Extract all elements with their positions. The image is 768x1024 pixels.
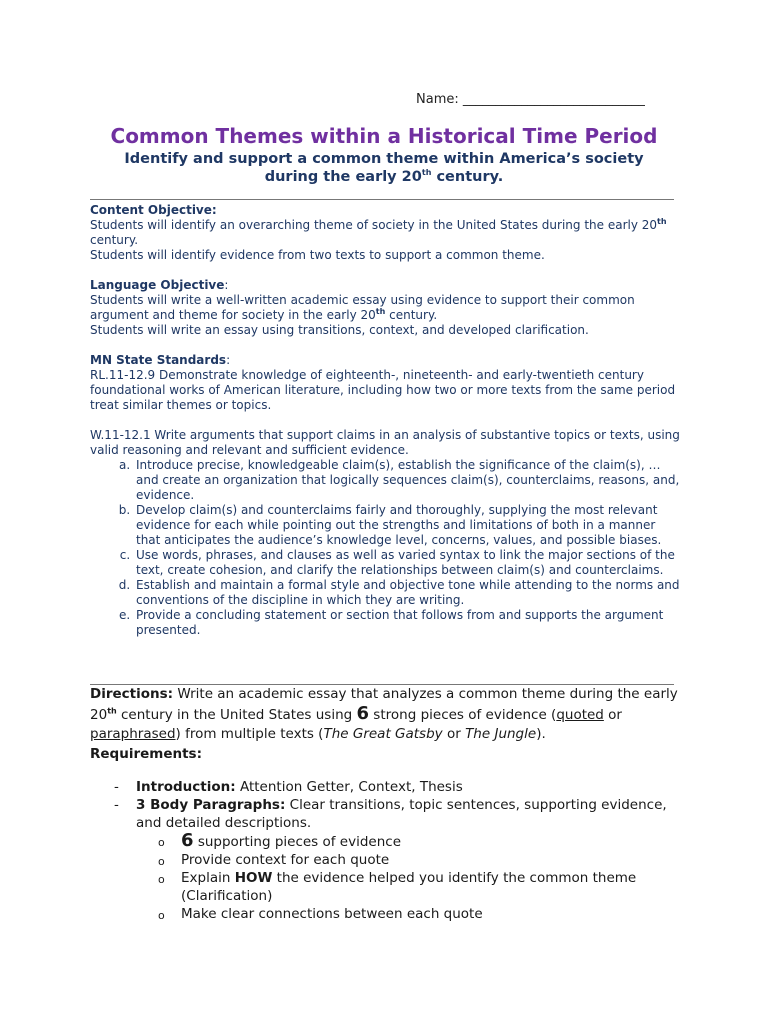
sub-item-connections [136,905,680,923]
standard-w-item-d: d. Establish and maintain a formal style and objective tone while attending to the norms and conventions of the discipline in which they are writing. [134,578,680,608]
sub-item-explain [136,869,680,905]
language-objective-sup: th [375,307,386,316]
language-objective-line-1-text: Students will write a well-written academic essay using evidence to support their common argument and theme for society in the early 20 [90,293,635,322]
introduction-label: Introduction: [136,779,236,795]
circle-bullet: o [158,836,165,849]
circle-bullet: o [158,909,165,922]
requirement-body-paragraphs [90,796,680,923]
divider-top [90,199,674,200]
standards-heading-row [90,353,680,368]
sub-context-text: Provide context for each quote [181,852,390,868]
standard-w-item-a: a. Introduce precise, knowledgeable claim(s), establish the significance of the claim(s), … and create an organization that logically sequences claim(s), counterclaims, reasons, and, evidence. [134,458,680,503]
subtitle-line-2-text: during the early 20 [264,169,422,185]
introduction-text: Attention Getter, Context, Thesis [235,779,463,795]
standard-w-item-e: e. Provide a concluding statement or section that follows from and supports the argument presented. [134,608,680,638]
content-objective-line-2: Students will identify evidence from two texts to support a common theme. [90,248,545,262]
body-sub-list [136,832,680,923]
dash-bullet: - [114,797,119,813]
dash-bullet: - [114,779,119,795]
directions-text-5: ) from multiple texts ( [175,726,324,742]
body-paragraphs-text: Clear transitions, topic sentences, supporting evidence, and detailed descriptions. [136,797,667,831]
requirements-list [90,778,680,923]
standard-w-list [90,458,680,638]
content-objective-sup: th [657,217,667,226]
directions-paraphrased: paraphrased [90,726,176,742]
circle-bullet: o [158,855,165,868]
directions-sup: th [107,706,117,716]
standards-colon: : [226,353,231,367]
directions-label: Directions: [90,686,174,702]
directions-paragraph [90,685,680,744]
page-subtitle [60,150,708,186]
directions-six: 6 [356,703,370,724]
directions-book-jungle: The Jungle [465,726,537,742]
language-objective-heading: Language Objective [90,278,225,292]
directions-text-1: Write an academic essay that analyzes a common theme during the early 20 [90,686,678,723]
standard-w-item-b: b. Develop claim(s) and counterclaims fairly and thoroughly, supplying the most relevant evidence for each while pointing out the strengths and limitations of both in a manner that anticipates the audience’s knowledge level, concerns, values, and possible biases. [134,503,680,548]
directions-text-3: strong pieces of evidence ( [369,707,557,723]
sub-explain-post: the evidence helped you identify the common theme (Clarification) [181,870,637,904]
sub-six: 6 [181,830,194,851]
directions-quoted: quoted [556,707,604,723]
language-objective-line-1-end: century. [385,308,438,322]
standard-w-item-c: c. Use words, phrases, and clauses as well as varied syntax to link the major sections of the text, create cohesion, and clarify the relationships between claim(s) and counterclaims. [134,548,680,578]
standard-w: W.11-12.1 Write arguments that support claims in an analysis of substantive topics or texts, using valid reasoning and relevant and sufficient evidence. [90,428,680,457]
directions-text-4: or [603,707,622,723]
sub-item-context [136,851,680,869]
directions-text-6: or [442,726,466,742]
language-objective-line-2: Students will write an essay using transitions, context, and developed clarification. [90,323,589,337]
directions-text-2: century in the United States using [116,707,357,723]
sub-explain-bold: HOW [234,870,273,886]
standards-heading: MN State Standards [90,353,227,367]
sub-evidence-text: supporting pieces of evidence [193,834,402,850]
language-objective-heading-row [90,278,680,293]
sub-item-evidence [136,832,680,851]
spacer [90,413,680,428]
content-objective-section [90,203,680,263]
content-objective-line-1-text: Students will identify an overarching theme of society in the United States during the early 20 [90,218,658,232]
language-objective-line-1 [90,293,680,323]
subtitle-line-2-end: century. [431,169,504,185]
content-objective-line-1 [90,218,680,248]
sub-connections-text: Make clear connections between each quote [181,906,483,922]
language-objective-colon: : [224,278,229,292]
sub-explain-pre: Explain [181,870,235,886]
content-objective-heading: Content Objective: [90,203,217,217]
standard-rl: RL.11-12.9 Demonstrate knowledge of eighteenth-, nineteenth- and early-twentieth century foundational works of American literature, including how two or more texts from the same period treat similar themes or topics. [90,368,676,412]
subtitle-line-2 [60,168,708,186]
standards-section [90,353,680,638]
directions-book-gatsby: The Great Gatsby [323,726,443,742]
name-field-label: Name: ____________________________ [416,92,645,107]
language-objective-section [90,278,680,338]
requirements-heading: Requirements: [90,746,202,762]
page-title: Common Themes within a Historical Time Period [110,124,658,148]
body-paragraphs-label: 3 Body Paragraphs: [136,797,286,813]
subtitle-sup: th [421,168,432,178]
directions-text-7: ). [536,726,546,742]
content-objective-line-1-end: century. [90,233,139,247]
subtitle-line-1: Identify and support a common theme within America’s society [124,151,644,167]
circle-bullet: o [158,873,165,886]
requirement-introduction [90,778,680,796]
